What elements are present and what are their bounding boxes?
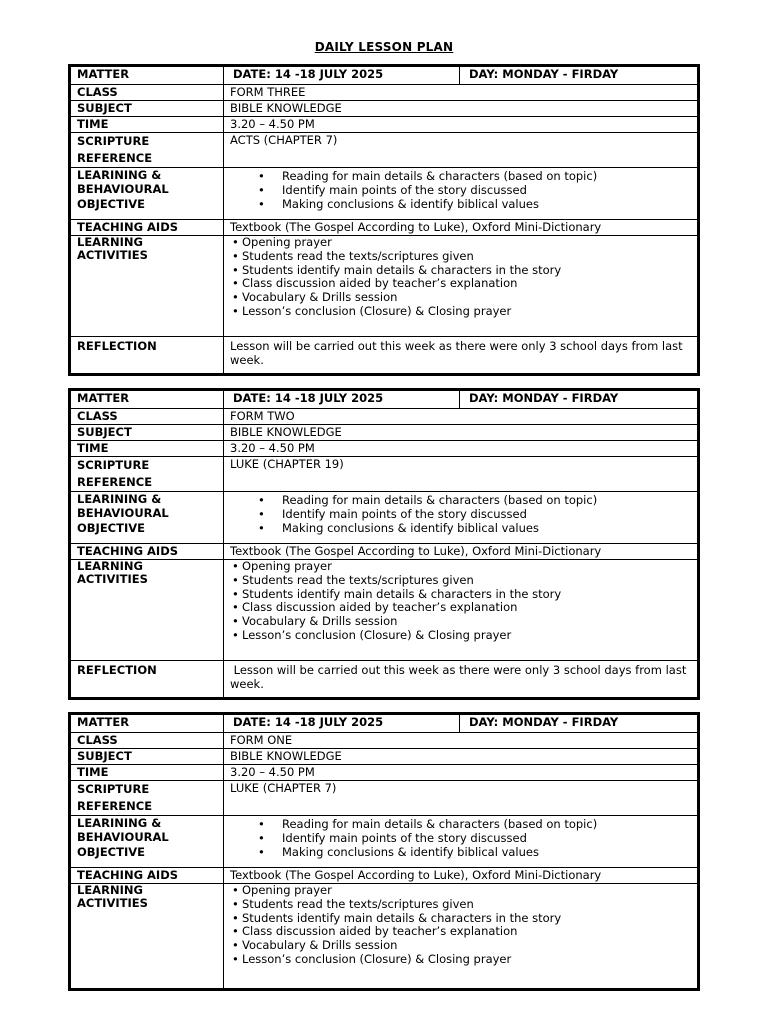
time-label: TIME bbox=[70, 117, 224, 133]
matter-label: MATTER bbox=[70, 714, 224, 733]
activity-item: • Students identify main details & characters in the story bbox=[232, 912, 691, 926]
objective-label: LEARINING & BEHAVIOURAL OBJECTIVE bbox=[70, 168, 224, 220]
class-label: CLASS bbox=[70, 409, 224, 425]
activities-label: LEARNING ACTIVITIES bbox=[70, 236, 224, 337]
activities-label: LEARNING ACTIVITIES bbox=[70, 884, 224, 990]
objective-item: • Identify main points of the story discussed bbox=[258, 507, 691, 521]
matter-label: MATTER bbox=[70, 66, 224, 85]
date-value: DATE: 14 -18 JULY 2025 bbox=[224, 714, 460, 733]
reflection-value: Lesson will be carried out this week as there were only 3 school days from last week. bbox=[224, 337, 699, 375]
subject-value: BIBLE KNOWLEDGE bbox=[224, 749, 699, 765]
activity-item: • Students identify main details & characters in the story bbox=[232, 264, 691, 278]
class-value: FORM TWO bbox=[224, 409, 699, 425]
activity-item: • Opening prayer bbox=[232, 560, 691, 574]
activity-item: • Opening prayer bbox=[232, 884, 691, 898]
subject-label: SUBJECT bbox=[70, 425, 224, 441]
objective-list-cell bbox=[224, 168, 699, 220]
activity-item: • Vocabulary & Drills session bbox=[232, 291, 691, 305]
class-value: FORM THREE bbox=[224, 85, 699, 101]
objective-item: • Making conclusions & identify biblical values bbox=[258, 521, 691, 535]
scripture-value: ACTS (CHAPTER 7) bbox=[224, 133, 699, 168]
teaching-aids-label: TEACHING AIDS bbox=[70, 544, 224, 560]
objective-item: • Reading for main details & characters (based on topic) bbox=[258, 817, 691, 831]
document-title: DAILY LESSON PLAN bbox=[314, 40, 454, 54]
time-value: 3.20 – 4.50 PM bbox=[224, 117, 699, 133]
teaching-aids-label: TEACHING AIDS bbox=[70, 868, 224, 884]
activities-list-cell bbox=[224, 560, 699, 661]
matter-label: MATTER bbox=[70, 390, 224, 409]
teaching-aids-value: Textbook (The Gospel According to Luke), Oxford Mini-Dictionary bbox=[224, 868, 699, 884]
reflection-label: REFLECTION bbox=[70, 337, 224, 375]
activities-list-cell bbox=[224, 884, 699, 990]
teaching-aids-label: TEACHING AIDS bbox=[70, 220, 224, 236]
activity-item: • Vocabulary & Drills session bbox=[232, 939, 691, 953]
subject-value: BIBLE KNOWLEDGE bbox=[224, 425, 699, 441]
objective-list-cell bbox=[224, 492, 699, 544]
activities-label: LEARNING ACTIVITIES bbox=[70, 560, 224, 661]
objective-item: • Reading for main details & characters (based on topic) bbox=[258, 493, 691, 507]
day-value: DAY: MONDAY - FIRDAY bbox=[460, 390, 699, 409]
objective-list bbox=[230, 493, 691, 535]
lesson-plan-table-form-one bbox=[68, 712, 700, 991]
scripture-value: LUKE (CHAPTER 7) bbox=[224, 781, 699, 816]
activity-item: • Students identify main details & characters in the story bbox=[232, 588, 691, 602]
day-value: DAY: MONDAY - FIRDAY bbox=[460, 714, 699, 733]
time-value: 3.20 – 4.50 PM bbox=[224, 765, 699, 781]
activities-list bbox=[230, 884, 691, 967]
activity-item: • Lesson’s conclusion (Closure) & Closing prayer bbox=[232, 305, 691, 319]
activity-item: • Class discussion aided by teacher’s explanation bbox=[232, 601, 691, 615]
activity-item: • Students read the texts/scriptures given bbox=[232, 898, 691, 912]
activity-item: • Class discussion aided by teacher’s explanation bbox=[232, 925, 691, 939]
day-value: DAY: MONDAY - FIRDAY bbox=[460, 66, 699, 85]
class-label: CLASS bbox=[70, 733, 224, 749]
objective-item: • Making conclusions & identify biblical values bbox=[258, 845, 691, 859]
activity-item: • Opening prayer bbox=[232, 236, 691, 250]
subject-value: BIBLE KNOWLEDGE bbox=[224, 101, 699, 117]
objective-list-cell bbox=[224, 816, 699, 868]
objective-item: • Identify main points of the story discussed bbox=[258, 831, 691, 845]
time-value: 3.20 – 4.50 PM bbox=[224, 441, 699, 457]
lesson-plan-table-form-two bbox=[68, 388, 700, 700]
objective-list bbox=[230, 817, 691, 859]
objective-label: LEARINING & BEHAVIOURAL OBJECTIVE bbox=[70, 492, 224, 544]
subject-label: SUBJECT bbox=[70, 749, 224, 765]
objective-item: • Identify main points of the story discussed bbox=[258, 183, 691, 197]
activity-item: • Students read the texts/scriptures given bbox=[232, 250, 691, 264]
scripture-label: SCRIPTURE REFERENCE bbox=[70, 133, 224, 168]
subject-label: SUBJECT bbox=[70, 101, 224, 117]
activity-item: • Students read the texts/scriptures given bbox=[232, 574, 691, 588]
objective-item: • Reading for main details & characters (based on topic) bbox=[258, 169, 691, 183]
class-label: CLASS bbox=[70, 85, 224, 101]
activity-item: • Class discussion aided by teacher’s explanation bbox=[232, 277, 691, 291]
objective-list bbox=[230, 169, 691, 211]
activity-item: • Lesson’s conclusion (Closure) & Closing prayer bbox=[232, 953, 691, 967]
objective-label: LEARINING & BEHAVIOURAL OBJECTIVE bbox=[70, 816, 224, 868]
time-label: TIME bbox=[70, 765, 224, 781]
reflection-label: REFLECTION bbox=[70, 661, 224, 699]
objective-item: • Making conclusions & identify biblical values bbox=[258, 197, 691, 211]
class-value: FORM ONE bbox=[224, 733, 699, 749]
time-label: TIME bbox=[70, 441, 224, 457]
lesson-plan-table-form-three bbox=[68, 64, 700, 376]
activities-list bbox=[230, 236, 691, 319]
scripture-value: LUKE (CHAPTER 19) bbox=[224, 457, 699, 492]
date-value: DATE: 14 -18 JULY 2025 bbox=[224, 66, 460, 85]
activities-list bbox=[230, 560, 691, 643]
activities-list-cell bbox=[224, 236, 699, 337]
activity-item: • Lesson’s conclusion (Closure) & Closing prayer bbox=[232, 629, 691, 643]
reflection-value: Lesson will be carried out this week as there were only 3 school days from last week. bbox=[224, 661, 699, 699]
scripture-label: SCRIPTURE REFERENCE bbox=[70, 457, 224, 492]
teaching-aids-value: Textbook (The Gospel According to Luke), Oxford Mini-Dictionary bbox=[224, 544, 699, 560]
scripture-label: SCRIPTURE REFERENCE bbox=[70, 781, 224, 816]
teaching-aids-value: Textbook (The Gospel According to Luke), Oxford Mini-Dictionary bbox=[224, 220, 699, 236]
activity-item: • Vocabulary & Drills session bbox=[232, 615, 691, 629]
date-value: DATE: 14 -18 JULY 2025 bbox=[224, 390, 460, 409]
